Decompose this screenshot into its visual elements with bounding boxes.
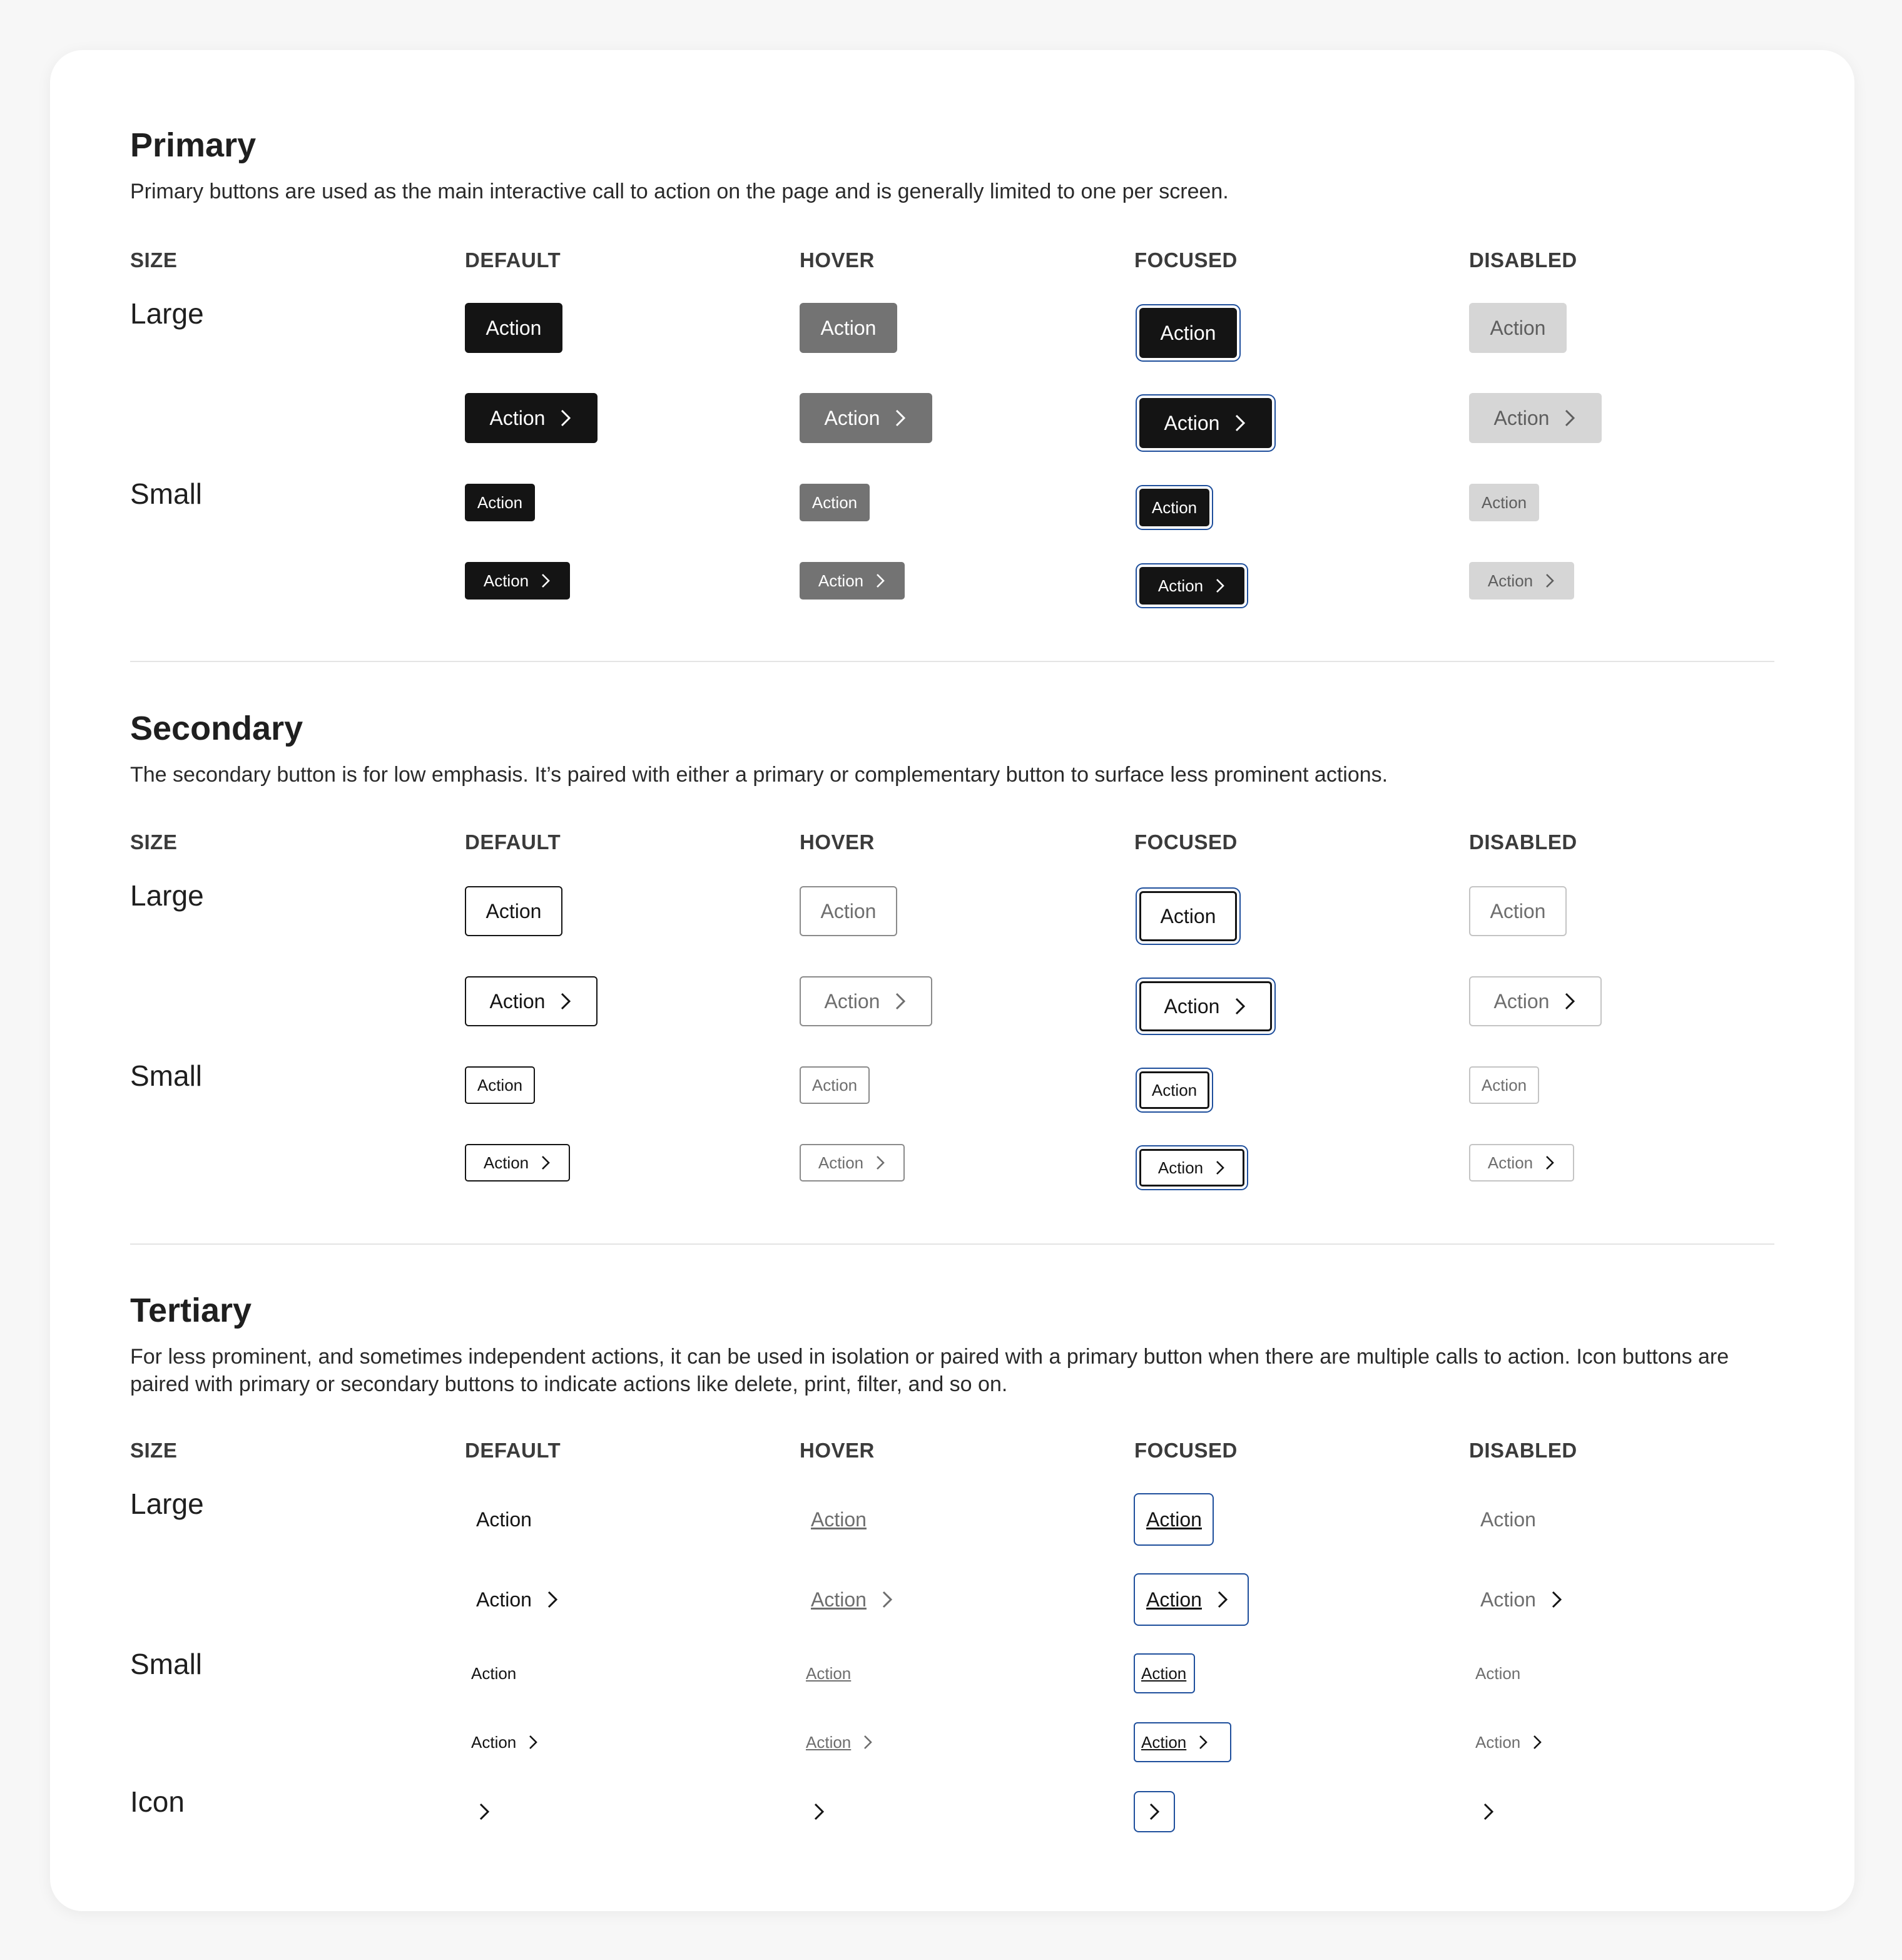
primary-large-icon-hover-button[interactable]: Action — [800, 393, 932, 443]
primary-small-focused-button[interactable]: Action — [1139, 489, 1209, 526]
primary-large-disabled-button[interactable]: Action — [1469, 303, 1567, 353]
secondary-small-default-button[interactable]: Action — [465, 1066, 535, 1104]
size-label-small: Small — [130, 477, 203, 510]
tertiary-small-focused-button[interactable]: Action — [1134, 1653, 1195, 1693]
col-header-focused: FOCUSED — [1134, 830, 1238, 854]
secondary-small-hover-button[interactable]: Action — [800, 1066, 870, 1104]
tertiary-large-focused-button[interactable]: Action — [1134, 1493, 1214, 1546]
primary-large-icon-disabled-button[interactable]: Action — [1469, 393, 1602, 443]
secondary-large-icon-default-button[interactable]: Action — [465, 976, 598, 1026]
secondary-large-icon-disabled-button[interactable]: Action — [1469, 976, 1602, 1026]
size-label-large: Large — [130, 1488, 204, 1520]
col-header-disabled: DISABLED — [1469, 830, 1577, 854]
col-header-size: SIZE — [130, 248, 178, 272]
secondary-large-icon-focused-button[interactable]: Action — [1139, 981, 1272, 1031]
size-label-small: Small — [130, 1059, 203, 1092]
tertiary-small-hover-button[interactable]: Action — [806, 1663, 852, 1683]
chevron-right-icon — [812, 1802, 826, 1822]
secondary-small-disabled-button[interactable]: Action — [1469, 1066, 1539, 1104]
secondary-small-focused-button[interactable]: Action — [1139, 1071, 1209, 1109]
chevron-right-icon — [546, 1590, 559, 1609]
primary-section — [130, 125, 1774, 626]
tertiary-large-icon-focused-button[interactable]: Action — [1134, 1573, 1249, 1626]
tertiary-small-disabled-button[interactable]: Action — [1475, 1663, 1521, 1683]
tertiary-large-disabled-button[interactable]: Action — [1480, 1508, 1536, 1531]
tertiary-small-icon-default-button[interactable]: Action — [465, 1722, 539, 1762]
tertiary-large-hover-button[interactable]: Action — [811, 1508, 867, 1531]
chevron-right-icon — [875, 1155, 886, 1170]
section-divider — [130, 661, 1774, 662]
chevron-right-icon — [1550, 1590, 1564, 1609]
col-header-focused: FOCUSED — [1134, 1439, 1238, 1462]
chevron-right-icon — [875, 573, 886, 588]
chevron-right-icon — [1198, 1735, 1209, 1750]
section-description: Primary buttons are used as the main interactive call to action on the page and is generally limited to one per screen. — [130, 180, 1229, 203]
secondary-small-icon-focused-button[interactable]: Action — [1139, 1149, 1244, 1187]
chevron-right-icon — [559, 992, 572, 1011]
primary-small-icon-hover-button[interactable]: Action — [800, 562, 905, 600]
section-divider — [130, 1243, 1774, 1245]
chevron-right-icon — [880, 1590, 894, 1609]
secondary-section — [130, 708, 1774, 1209]
primary-large-icon-default-button[interactable]: Action — [465, 393, 598, 443]
section-title: Secondary — [130, 710, 303, 747]
secondary-large-disabled-button[interactable]: Action — [1469, 886, 1567, 936]
secondary-small-icon-hover-button[interactable]: Action — [800, 1144, 905, 1182]
tertiary-icon-hover-button[interactable] — [798, 1791, 840, 1832]
chevron-right-icon — [1563, 992, 1577, 1011]
tertiary-section — [130, 1290, 1774, 1854]
col-header-disabled: DISABLED — [1469, 1439, 1577, 1462]
col-header-size: SIZE — [130, 830, 178, 854]
section-title: Tertiary — [130, 1292, 252, 1329]
chevron-right-icon — [540, 1155, 551, 1170]
tertiary-small-icon-disabled-button[interactable]: Action — [1469, 1722, 1543, 1762]
secondary-large-icon-hover-button[interactable]: Action — [800, 976, 932, 1026]
chevron-right-icon — [1233, 997, 1247, 1016]
chevron-right-icon — [477, 1802, 491, 1822]
chevron-right-icon — [559, 409, 572, 427]
tertiary-large-default-button[interactable]: Action — [476, 1508, 532, 1531]
size-label-large: Large — [130, 879, 204, 912]
tertiary-icon-default-button[interactable] — [464, 1791, 505, 1832]
chevron-right-icon — [540, 573, 551, 588]
secondary-large-default-button[interactable]: Action — [465, 886, 562, 936]
secondary-large-hover-button[interactable]: Action — [800, 886, 897, 936]
col-header-hover: HOVER — [800, 830, 875, 854]
chevron-right-icon — [1233, 414, 1247, 432]
section-title: Primary — [130, 126, 257, 164]
chevron-right-icon — [862, 1735, 873, 1750]
chevron-right-icon — [1216, 1590, 1229, 1609]
col-header-focused: FOCUSED — [1134, 248, 1238, 272]
size-label-icon: Icon — [130, 1785, 185, 1818]
primary-small-icon-disabled-button[interactable]: Action — [1469, 562, 1574, 600]
primary-small-disabled-button[interactable]: Action — [1469, 484, 1539, 521]
tertiary-large-icon-disabled-button[interactable]: Action — [1469, 1573, 1564, 1626]
tertiary-small-default-button[interactable]: Action — [471, 1663, 517, 1683]
size-label-small: Small — [130, 1648, 203, 1680]
primary-large-default-button[interactable]: Action — [465, 303, 562, 353]
chevron-right-icon — [893, 992, 907, 1011]
col-header-hover: HOVER — [800, 248, 875, 272]
chevron-right-icon — [1147, 1802, 1161, 1822]
chevron-right-icon — [1214, 1160, 1226, 1175]
chevron-right-icon — [893, 409, 907, 427]
primary-small-icon-default-button[interactable]: Action — [465, 562, 570, 600]
primary-large-focused-button[interactable]: Action — [1139, 308, 1237, 358]
tertiary-icon-focused-button[interactable] — [1134, 1791, 1175, 1832]
size-label-large: Large — [130, 297, 204, 330]
primary-small-icon-focused-button[interactable]: Action — [1139, 567, 1244, 605]
col-header-disabled: DISABLED — [1469, 248, 1577, 272]
tertiary-small-icon-hover-button[interactable]: Action — [800, 1722, 873, 1762]
primary-large-icon-focused-button[interactable]: Action — [1139, 398, 1272, 448]
chevron-right-icon — [1214, 578, 1226, 593]
col-header-default: DEFAULT — [465, 830, 561, 854]
chevron-right-icon — [1544, 1155, 1555, 1170]
primary-small-default-button[interactable]: Action — [465, 484, 535, 521]
chevron-right-icon — [1532, 1735, 1543, 1750]
col-header-hover: HOVER — [800, 1439, 875, 1462]
tertiary-icon-disabled-button[interactable] — [1468, 1791, 1509, 1832]
secondary-small-icon-disabled-button[interactable]: Action — [1469, 1144, 1574, 1182]
col-header-default: DEFAULT — [465, 1439, 561, 1462]
primary-small-hover-button[interactable]: Action — [800, 484, 870, 521]
section-description: For less prominent, and sometimes independent actions, it can be used in isolation or paired with a primary button when there are multiple calls to action. Icon buttons are paired with primary or secondary buttons to indicate actions like delete, print, filter, and so on. — [130, 1345, 1729, 1396]
col-header-default: DEFAULT — [465, 248, 561, 272]
tertiary-small-icon-focused-button[interactable]: Action — [1134, 1722, 1231, 1762]
chevron-right-icon — [1563, 409, 1577, 427]
primary-large-hover-button[interactable]: Action — [800, 303, 897, 353]
secondary-small-icon-default-button[interactable]: Action — [465, 1144, 570, 1182]
tertiary-large-icon-default-button[interactable]: Action — [465, 1573, 559, 1626]
secondary-large-focused-button[interactable]: Action — [1139, 891, 1237, 941]
chevron-right-icon — [527, 1735, 539, 1750]
col-header-size: SIZE — [130, 1439, 178, 1462]
section-description: The secondary button is for low emphasis. It’s paired with either a primary or complementary button to surface less prominent actions. — [130, 763, 1388, 787]
tertiary-large-icon-hover-button[interactable]: Action — [800, 1573, 894, 1626]
chevron-right-icon — [1544, 573, 1555, 588]
chevron-right-icon — [1482, 1802, 1495, 1822]
